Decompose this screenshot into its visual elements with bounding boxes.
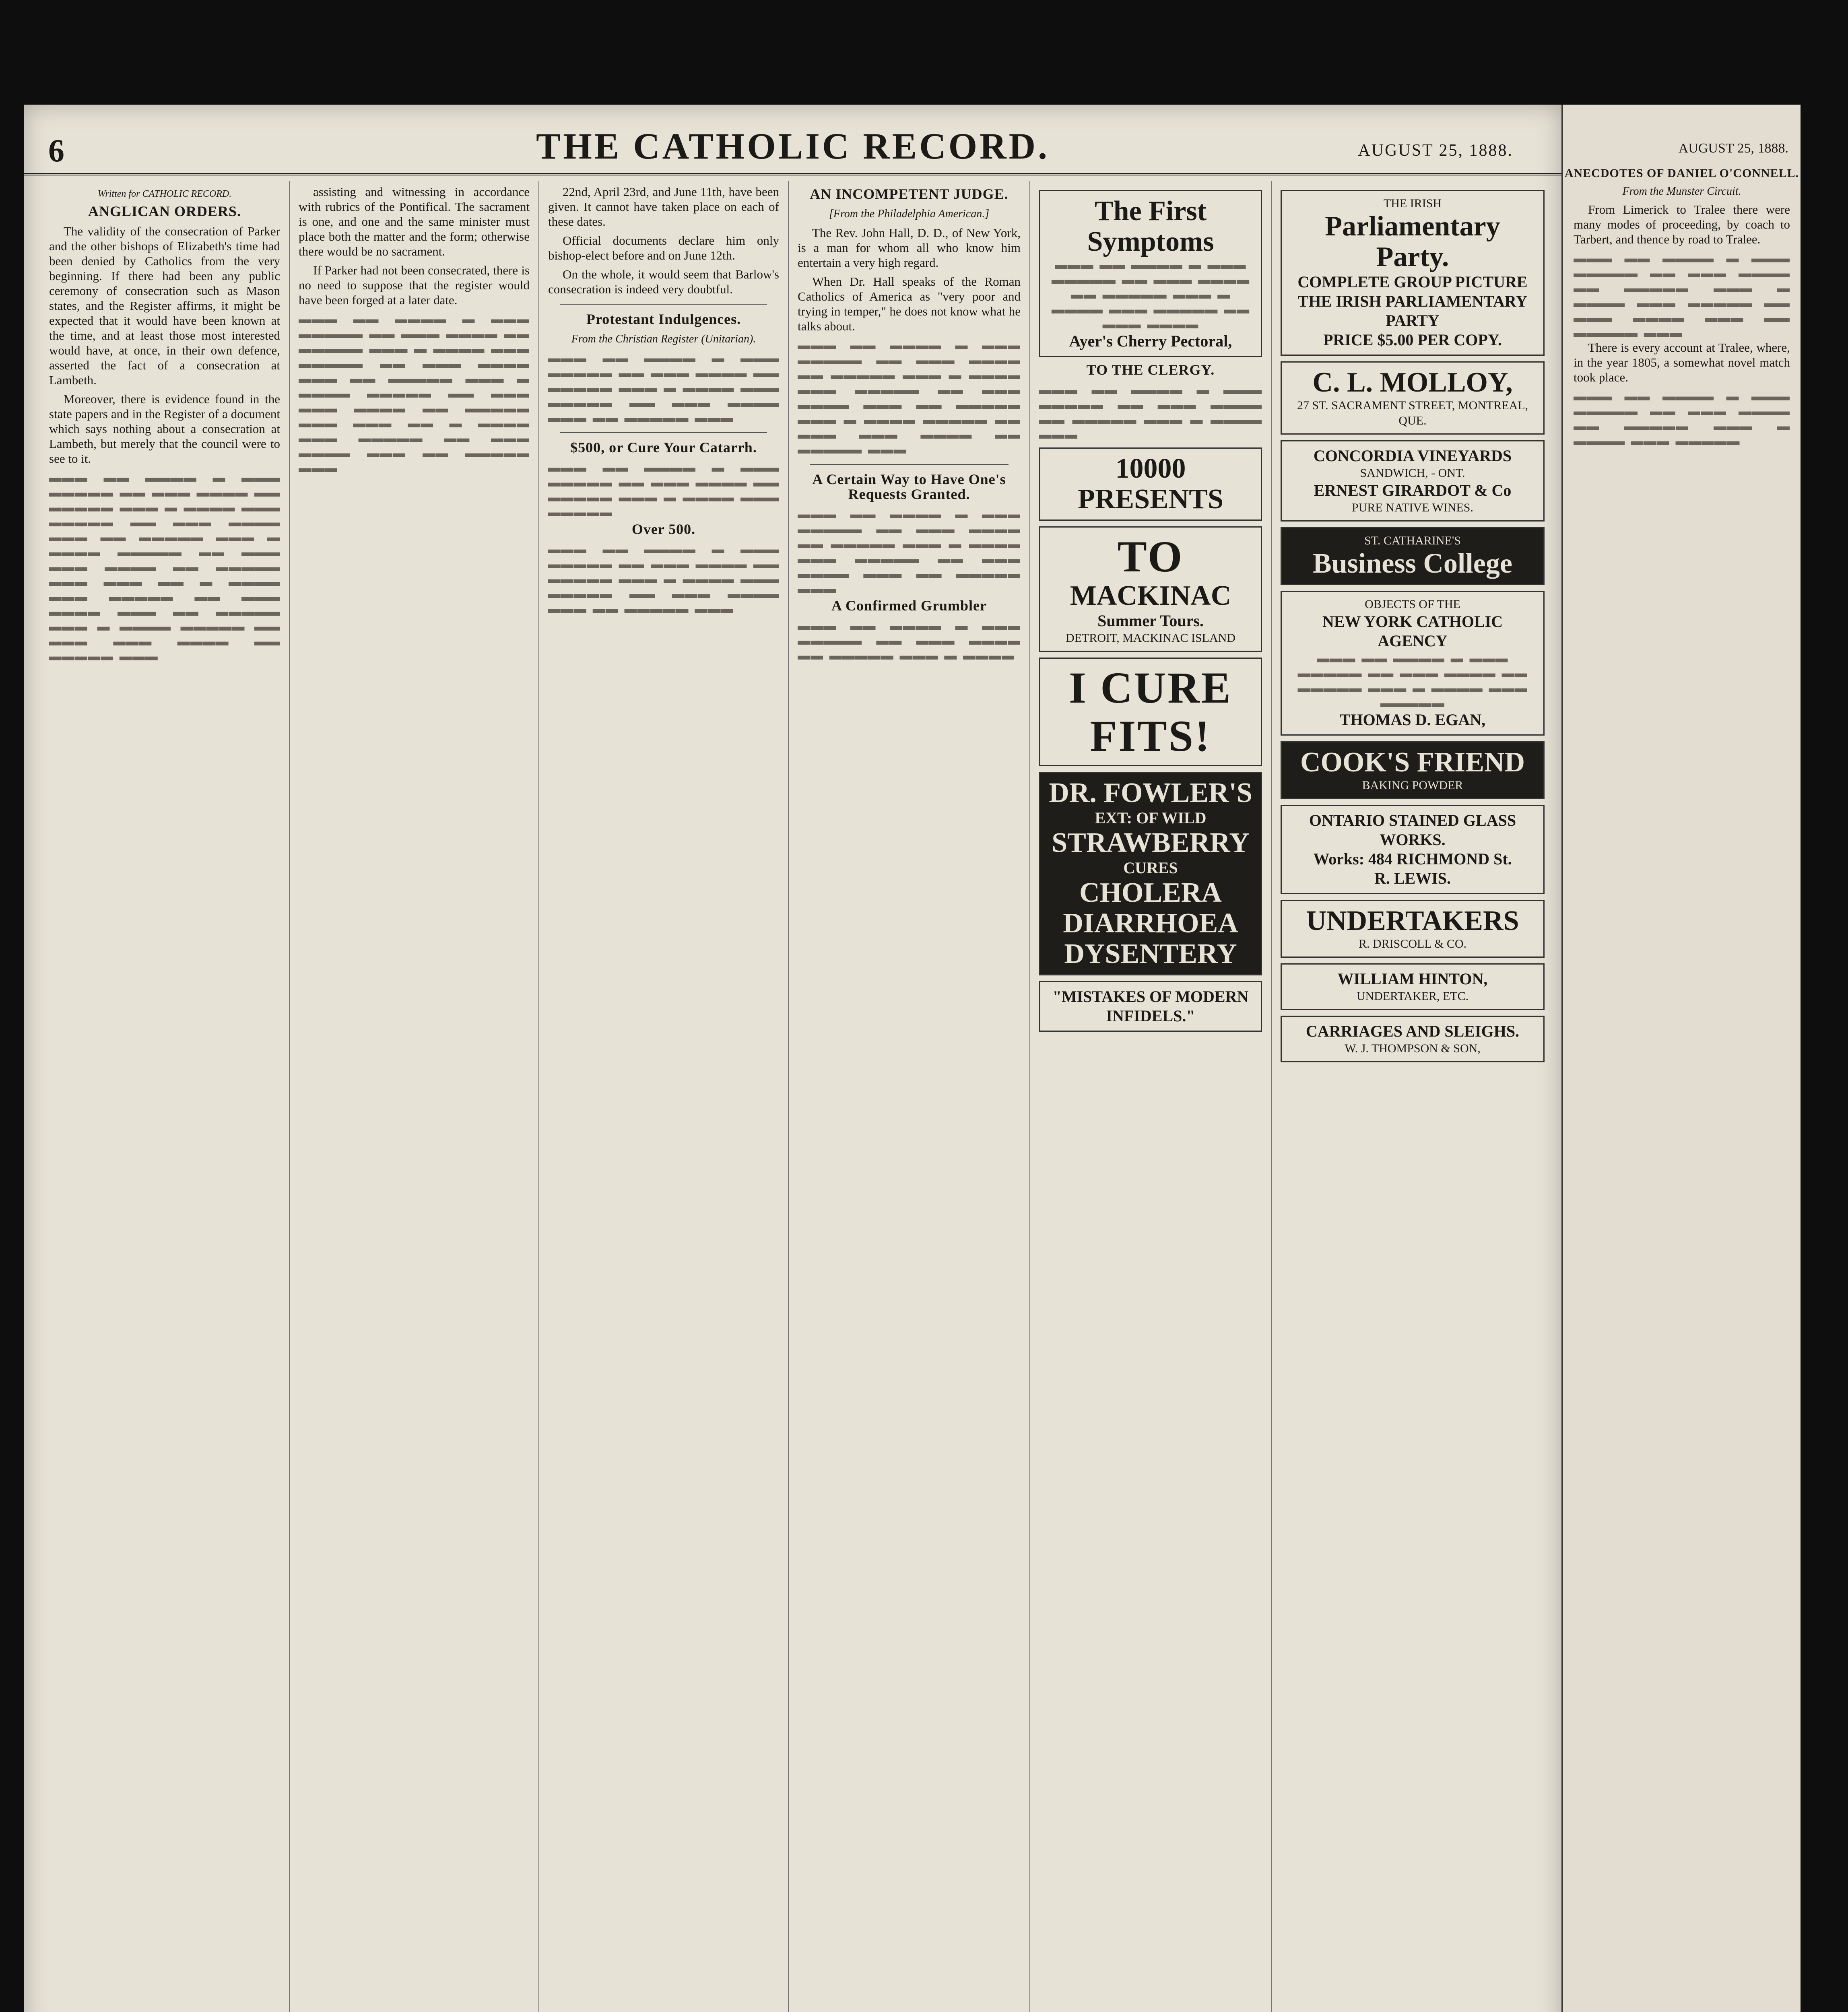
article-paragraph: 22nd, April 23rd, and June 11th, have been given. It cannot have taken place on each of these dates. (548, 185, 779, 229)
ad-title: NEW YORK CATHOLIC AGENCY (1322, 612, 1503, 650)
ad-line: UNDERTAKER, ETC. (1356, 990, 1469, 1003)
column-2 (290, 181, 539, 2012)
ad-body-text: ▬▬▬ ▬▬ ▬▬▬▬ ▬ ▬▬▬ ▬▬▬▬▬ ▬▬ ▬▬▬ ▬▬▬▬ ▬▬ ▬▬▬▬▬ ▬▬▬ ▬ ▬▬▬▬ ▬▬▬ ▬▬▬▬▬ ▬▬ ▬▬▬ ▬▬▬▬ (1051, 258, 1250, 331)
adjacent-page-date: AUGUST 25, 1888. (1678, 141, 1788, 156)
ad-line: THE IRISH PARLIAMENTARY PARTY (1297, 292, 1528, 330)
ad-title: COOK'S FRIEND (1300, 747, 1525, 778)
column-body-text: ▬▬▬ ▬▬ ▬▬▬▬ ▬ ▬▬▬ ▬▬▬▬▬ ▬▬ ▬▬▬ ▬▬▬▬ ▬▬ ▬▬▬▬▬ ▬▬▬ ▬ ▬▬▬▬ ▬▬▬ ▬▬▬▬▬ ▬▬ ▬▬▬ ▬▬▬▬ ▬▬▬ ▬▬ ▬▬▬▬▬ ▬▬▬ ▬ ▬▬▬▬ ▬▬▬▬▬ ▬▬ ▬▬▬ ▬▬▬ ▬▬▬▬ ▬▬ ▬▬▬▬▬ ▬▬▬ ▬▬▬ ▬▬ ▬ ▬▬▬▬ ▬▬▬ ▬▬▬▬▬ ▬▬ ▬▬▬ ▬▬▬▬ ▬▬▬ ▬▬ ▬▬▬▬▬ ▬▬▬ (299, 312, 530, 475)
ad-william-hinton (1281, 963, 1545, 1010)
ad-line: DYSENTERY (1064, 938, 1237, 969)
ad-price: PRICE $5.00 PER COPY. (1323, 331, 1502, 349)
ad-product: Ayer's Cherry Pectoral, (1069, 332, 1232, 350)
ad-line: DIARRHOEA (1063, 908, 1238, 939)
article-heading-catarrh: $500, or Cure Your Catarrh. (570, 439, 757, 456)
ad-line: W. J. THOMPSON & SON, (1345, 1042, 1481, 1055)
ad-new-york-catholic-agency (1281, 591, 1545, 736)
article-paragraph: There is every account at Tralee, where, in the year 1805, a somewhat novel match took place. (1574, 340, 1790, 384)
newspaper-page (24, 105, 1561, 2012)
ad-title: CONCORDIA VINEYARDS (1313, 447, 1512, 465)
ad-title: C. L. MOLLOY, (1312, 367, 1513, 398)
article-paragraph: The Rev. John Hall, D. D., of New York, is a man for whom all who know him entertain a very high regard. (798, 226, 1021, 270)
column-body-text: ▬▬▬ ▬▬ ▬▬▬▬ ▬ ▬▬▬ ▬▬▬▬▬ ▬▬ ▬▬▬ ▬▬▬▬ ▬▬ ▬▬▬▬▬ ▬▬▬ ▬ ▬▬▬▬ ▬▬▬ (1039, 383, 1262, 441)
divider (810, 464, 1009, 465)
ad-ayers-cherry-pectoral (1039, 190, 1262, 357)
article-source: [From the Philadelphia American.] (829, 208, 990, 220)
column-body-text: ▬▬▬ ▬▬ ▬▬▬▬ ▬ ▬▬▬ ▬▬▬▬▬ ▬▬ ▬▬▬ ▬▬▬▬ ▬▬ ▬▬▬▬▬ ▬▬▬ ▬ ▬▬▬▬ ▬▬▬ ▬▬▬▬▬ ▬▬ ▬▬▬ ▬▬▬▬ ▬▬▬ ▬▬ ▬▬▬▬▬ ▬▬▬ (798, 507, 1021, 596)
ad-subtitle: Summer Tours. (1097, 612, 1204, 630)
ad-line: STRAWBERRY (1052, 827, 1250, 858)
ad-fits (1039, 658, 1262, 766)
ad-title: UNDERTAKERS (1306, 905, 1519, 936)
ad-body-text: ▬▬▬ ▬▬ ▬▬▬▬ ▬ ▬▬▬ ▬▬▬▬▬ ▬▬ ▬▬▬ ▬▬▬▬ ▬▬ ▬▬▬▬▬ ▬▬▬ ▬ ▬▬▬▬ ▬▬▬ ▬▬▬▬▬ (1297, 651, 1528, 710)
ad-line: R. DRISCOLL & CO. (1358, 937, 1467, 950)
divider (560, 432, 767, 433)
ad-irish-parliamentary-party (1281, 190, 1545, 356)
article-heading-requests-granted: A Certain Way to Have One's Requests Granted. (812, 471, 1006, 502)
article-paragraph: assisting and witnessing in accordance with rubrics of the Pontifical. The sacrament is one, and one and the same minister must place both the matter and the form; otherwise there would be no sacrament. (299, 185, 530, 258)
ad-title: Parliamentary Party. (1325, 211, 1500, 272)
article-heading-protestant-indulgences: Protestant Indulgences. (586, 311, 741, 327)
ad-line: CURES (1123, 859, 1178, 877)
ad-mackinac (1039, 526, 1262, 652)
ad-line: 27 ST. SACRAMENT STREET, MONTREAL, QUE. (1297, 399, 1528, 427)
ad-line: ERNEST GIRARDOT & Co (1314, 481, 1512, 499)
ad-undertakers (1281, 900, 1545, 958)
article-paragraph: Moreover, there is evidence found in the state papers and in the Register of a document which says nothing about a consecration at Lambeth, but merely that the council were to see to it. (49, 392, 280, 466)
divider (560, 304, 767, 305)
ad-concordia-vineyards (1281, 440, 1545, 522)
column-6-advertisements (1272, 181, 1553, 2012)
article-heading-oconnell: ANECDOTES OF DANIEL O'CONNELL. (1564, 167, 1799, 180)
article-heading-incompetent-judge: AN INCOMPETENT JUDGE. (810, 186, 1009, 202)
article-source: From the Munster Circuit. (1622, 185, 1741, 198)
notice-heading-to-the-clergy: TO THE CLERGY. (1086, 362, 1215, 378)
ad-line: OBJECTS OF THE (1365, 598, 1460, 611)
column-body-text: ▬▬▬ ▬▬ ▬▬▬▬ ▬ ▬▬▬ ▬▬▬▬▬ ▬▬ ▬▬▬ ▬▬▬▬ ▬▬ ▬▬▬▬▬ ▬▬▬ ▬ ▬▬▬▬ ▬▬▬ ▬▬▬▬▬ ▬▬ ▬▬▬ ▬▬▬▬ ▬▬▬ ▬▬ ▬▬▬▬▬ ▬▬▬ ▬ ▬▬▬▬ ▬▬▬▬▬ ▬▬ ▬▬▬ ▬▬▬ ▬▬▬▬ ▬▬ ▬▬▬▬▬ ▬▬▬ ▬▬▬ ▬▬ ▬ ▬▬▬▬ ▬▬▬ ▬▬▬▬▬ ▬▬ ▬▬▬ ▬▬▬▬ ▬▬▬ ▬▬ ▬▬▬▬▬ ▬▬▬ ▬ ▬▬▬▬ ▬▬▬▬▬ ▬▬ ▬▬▬ ▬▬▬ ▬▬▬▬ ▬▬ ▬▬▬▬▬ ▬▬▬ (49, 470, 280, 663)
issue-date: AUGUST 25, 1888. (1358, 141, 1513, 160)
article-paragraph: The validity of the consecration of Parker and the other bishops of Elizabeth's time had been denied by Catholics from the very beginning. If there had been any public ceremony of consecration such as Mason states, and the Register affirms, it might be expected that it would have been known at the time, and at least those most interested would have, at once, in their own defence, asserted the fact of a consecration at Lambeth. (49, 224, 280, 387)
adjacent-page-column (1563, 202, 1801, 448)
newspaper-title: THE CATHOLIC RECORD. (536, 126, 1050, 167)
ad-line: COMPLETE GROUP PICTURE (1297, 273, 1528, 291)
article-heading-over-500: Over 500. (631, 521, 696, 537)
article-paragraph: Official documents declare him only bishop-elect before and on June 12th. (548, 233, 779, 262)
article-heading-anglican-orders: ANGLICAN ORDERS. (88, 203, 241, 219)
ad-title: ONTARIO STAINED GLASS WORKS. (1309, 811, 1516, 849)
ad-line: DETROIT, MACKINAC ISLAND (1066, 631, 1235, 645)
column-3 (539, 181, 789, 2012)
column-body-text: ▬▬▬ ▬▬ ▬▬▬▬ ▬ ▬▬▬ ▬▬▬▬▬ ▬▬ ▬▬▬ ▬▬▬▬ ▬▬ ▬▬▬▬▬ ▬▬▬ ▬ ▬▬▬▬ (798, 618, 1021, 662)
ad-line: BAKING POWDER (1362, 779, 1463, 792)
article-paragraph: If Parker had not been consecrated, there is no need to suppose that the register would have been forged at a later date. (299, 263, 530, 307)
article-paragraph: From Limerick to Tralee there were many modes of proceeding, by coach to Tarbert, and thence by road to Tralee. (1574, 202, 1790, 246)
ad-pointing-hand-to: TO (1117, 532, 1184, 581)
ad-title: 10000 PRESENTS (1078, 453, 1223, 515)
ad-cooks-friend (1281, 741, 1545, 799)
ad-business-college (1281, 527, 1545, 585)
column-body-text: ▬▬▬ ▬▬ ▬▬▬▬ ▬ ▬▬▬ ▬▬▬▬▬ ▬▬ ▬▬▬ ▬▬▬▬ ▬▬ ▬▬▬▬▬ ▬▬▬ ▬ ▬▬▬▬ ▬▬▬ ▬▬▬▬▬ ▬▬ ▬▬▬ ▬▬▬▬ ▬▬▬ ▬▬ ▬▬▬▬▬ ▬▬▬ ▬ ▬▬▬▬ ▬▬▬▬▬ ▬▬ ▬▬▬ ▬▬▬ ▬▬▬▬ ▬▬ ▬▬▬▬▬ ▬▬▬ (798, 338, 1021, 456)
article-kicker: Written for CATHOLIC RECORD. (97, 189, 232, 199)
column-body-text: ▬▬▬ ▬▬ ▬▬▬▬ ▬ ▬▬▬ ▬▬▬▬▬ ▬▬ ▬▬▬ ▬▬▬▬ ▬▬ ▬▬▬▬▬ ▬▬▬ ▬ ▬▬▬▬ ▬▬▬ ▬▬▬▬▬ (1574, 389, 1790, 448)
ad-line: PURE NATIVE WINES. (1352, 501, 1473, 514)
ad-title: "MISTAKES OF MODERN INFIDELS." (1052, 987, 1249, 1025)
column-4 (789, 181, 1030, 2012)
ad-title: The First Symptoms (1087, 196, 1214, 257)
ad-title: WILLIAM HINTON, (1337, 970, 1488, 988)
ad-headline: I CURE (1069, 663, 1232, 712)
article-paragraph: When Dr. Hall speaks of the Roman Catholics of America as "very poor and trying in temper," he does not know what he talks about. (798, 274, 1021, 333)
ad-line: EXT: OF WILD (1095, 809, 1207, 827)
ad-line: R. LEWIS. (1374, 869, 1451, 887)
article-heading-grumbler: A Confirmed Grumbler (831, 598, 987, 614)
column-5-advertisements (1030, 181, 1272, 2012)
column-body-text: ▬▬▬ ▬▬ ▬▬▬▬ ▬ ▬▬▬ ▬▬▬▬▬ ▬▬ ▬▬▬ ▬▬▬▬ ▬▬ ▬▬▬▬▬ ▬▬▬ ▬ ▬▬▬▬ ▬▬▬ ▬▬▬▬▬ ▬▬ ▬▬▬ ▬▬▬▬ ▬▬▬ ▬▬ ▬▬▬▬▬ ▬▬▬ (548, 542, 779, 616)
column-body-text: ▬▬▬ ▬▬ ▬▬▬▬ ▬ ▬▬▬ ▬▬▬▬▬ ▬▬ ▬▬▬ ▬▬▬▬ ▬▬ ▬▬▬▬▬ ▬▬▬ ▬ ▬▬▬▬ ▬▬▬ ▬▬▬▬▬ (548, 460, 779, 519)
column-1 (40, 181, 290, 2012)
article-paragraph: On the whole, it would seem that Barlow's consecration is indeed very doubtful. (548, 267, 779, 296)
ad-stained-glass (1281, 805, 1545, 894)
column-body-text: ▬▬▬ ▬▬ ▬▬▬▬ ▬ ▬▬▬ ▬▬▬▬▬ ▬▬ ▬▬▬ ▬▬▬▬ ▬▬ ▬▬▬▬▬ ▬▬▬ ▬ ▬▬▬▬ ▬▬▬ ▬▬▬▬▬ ▬▬ ▬▬▬ ▬▬▬▬ ▬▬▬ ▬▬ ▬▬▬▬▬ ▬▬▬ (548, 351, 779, 425)
ad-title: CARRIAGES AND SLEIGHS. (1306, 1022, 1520, 1040)
ad-title: DR. FOWLER'S (1049, 777, 1252, 808)
ad-line: Works: 484 RICHMOND St. (1313, 850, 1512, 868)
page-number: 6 (48, 133, 64, 169)
ad-presents (1039, 447, 1262, 521)
ad-carriages (1281, 1016, 1545, 1062)
ad-line: CHOLERA (1079, 877, 1222, 908)
column-body-text: ▬▬▬ ▬▬ ▬▬▬▬ ▬ ▬▬▬ ▬▬▬▬▬ ▬▬ ▬▬▬ ▬▬▬▬ ▬▬ ▬▬▬▬▬ ▬▬▬ ▬ ▬▬▬▬ ▬▬▬ ▬▬▬▬▬ ▬▬ ▬▬▬ ▬▬▬▬ ▬▬▬ ▬▬ ▬▬▬▬▬ ▬▬▬ (1574, 251, 1790, 340)
adjacent-page (1561, 105, 1801, 2012)
ad-line: ST. CATHARINE'S (1364, 534, 1461, 547)
columns (40, 181, 1549, 2012)
ad-signature: THOMAS D. EGAN, (1339, 711, 1486, 729)
ad-molloy (1281, 361, 1545, 435)
ad-title: MACKINAC (1070, 580, 1231, 611)
ad-headline: FITS! (1090, 711, 1211, 761)
ad-mistakes-of-modern-infidels (1039, 981, 1262, 1032)
masthead (24, 105, 1561, 175)
ad-line: SANDWICH, - ONT. (1360, 466, 1465, 480)
ad-line: THE IRISH (1383, 197, 1442, 210)
ad-title: Business College (1313, 548, 1512, 579)
ad-dr-fowlers (1039, 772, 1262, 975)
article-source: From the Christian Register (Unitarian). (571, 333, 756, 345)
